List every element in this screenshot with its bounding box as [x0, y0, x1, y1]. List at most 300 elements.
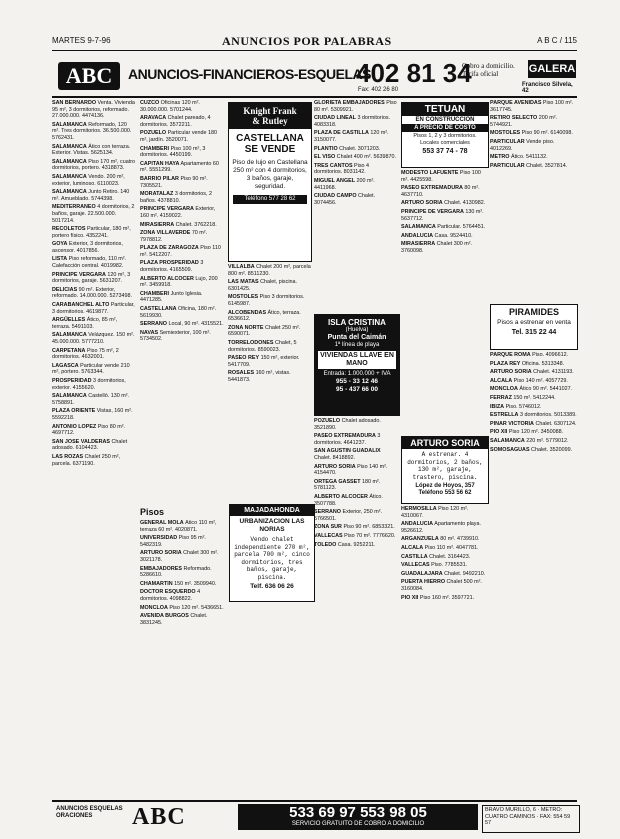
classified-ad [314, 146, 398, 153]
classified-ad-head: NAVAS [140, 329, 159, 336]
classified-ad-text: Piso 90 m². 6853321. [343, 524, 395, 531]
classified-ad-text: Chalet adosado. 6104423. [52, 438, 128, 452]
classified-ad [314, 448, 398, 461]
classified-ad-text: Castelló. 130 m². 5758891. [52, 393, 129, 406]
classified-ad-head: PASEO EXTREMADURA [314, 433, 376, 440]
classified-ad-head: CHAMARTIN [140, 580, 173, 587]
classified-ad [52, 317, 136, 330]
classified-ad-text: Piso 80 m². 4697712. [52, 423, 125, 437]
classified-ad-text: Vistas, 160 m². 5592218. [52, 408, 133, 421]
classified-ad-head: ESTRELLA [490, 412, 519, 419]
classified-ad-text: Apartamento playa. 9526612. [401, 521, 481, 534]
piramides-ad [490, 304, 578, 350]
classified-ad-head: MORATALAZ [140, 191, 174, 198]
classified-ad-head: POZUELO [140, 130, 167, 137]
majadahonda-phone: Telf. 636 06 26 [250, 583, 294, 590]
classified-ad-text: Ático. 5411132. [510, 154, 548, 161]
classified-ad [140, 589, 224, 602]
classified-ad-head: GOYA [52, 241, 68, 248]
classified-ad-head: PARQUE ROMA [490, 352, 531, 358]
classified-ad-head: CIUDAD CAMPO [314, 193, 357, 200]
classified-ad-text: Chalet. 3071203. [339, 145, 381, 152]
classified-ad-text: Casa. 9252211. [337, 541, 376, 548]
classified-ad-head: ORTEGA GASSET [314, 478, 361, 485]
column-4 [314, 100, 398, 312]
classified-ad-text: Piso. 7785531. [431, 562, 468, 569]
classified-ad [140, 230, 224, 243]
classified-ad [228, 325, 312, 338]
page-header [52, 34, 577, 48]
classified-ad-head: PARTICULAR [490, 162, 525, 169]
classified-ad [401, 554, 487, 561]
classified-ad-text: Chalet 300 m². 3021178. [140, 550, 219, 563]
column-4b [314, 418, 398, 792]
classified-ad-head: MONCLOA [140, 604, 168, 611]
classified-ad-text: Semiexterior, 100 m². 5734502. [140, 329, 211, 343]
classified-ad-text: Piso. 5746012. [505, 403, 542, 410]
knight-brand-2: & Rutley [252, 116, 288, 126]
column-3 [228, 264, 312, 499]
classified-ad-head: CIUDAD LINEAL [314, 115, 356, 122]
classified-ad-text: Piso 120 m². 3450088. [508, 429, 564, 436]
classified-ad [314, 464, 398, 477]
banner-title: ANUNCIOS-FINANCIEROS-ESQUELAS [128, 66, 371, 82]
classified-ad [140, 535, 224, 548]
classified-ad-text: Ático, terraza. 6536612. [228, 309, 301, 323]
classified-ad-head: VILLALBA [228, 264, 255, 270]
classified-ad [314, 193, 398, 206]
classified-ad-head: SALAMANCA [52, 393, 87, 400]
footer-abc-logo: ABC [132, 804, 186, 830]
classified-ad-head: TOLEDO [314, 541, 337, 548]
classified-ad [314, 524, 398, 531]
classified-ad-head: PUERTA HIERRO [401, 579, 446, 586]
classified-ad [140, 115, 224, 128]
classified-ad-head: CHAMBERI [140, 145, 170, 152]
classified-ad [490, 115, 577, 128]
classified-ad-text: Particular, 180 m², portero físico. 4352241. [52, 226, 131, 239]
classified-ad-head: ROSALES [228, 370, 255, 377]
classified-ad [314, 418, 398, 431]
classified-ad-text: Chalet adosado. 3521890. [314, 418, 381, 431]
galera-address: Francisco Silvela, 42 [522, 82, 573, 94]
classified-ad [490, 163, 577, 170]
header-rule [52, 50, 577, 51]
classified-ad [52, 287, 136, 300]
classified-ad-text: Apartamento 60 m². 5551299. [140, 160, 219, 174]
classified-ad-text: Vende piso. 4012269. [490, 138, 555, 152]
classified-ad [490, 154, 577, 161]
classified-ad-head: PROSPERIDAD [52, 377, 92, 384]
classified-ad-head: ARTURO SORIA [140, 550, 182, 557]
classified-ad-text: Chalet. 4130982. [444, 200, 486, 207]
classified-ad-head: SALAMANCA [401, 224, 436, 231]
majadahonda-body: Vendo chalet independiente 270 m², parcela 700 m², cinco dormitorios, tres baños, garaje, piscina. [234, 536, 310, 581]
classified-ad [52, 159, 136, 172]
classified-ad-head: LAS MATAS [228, 279, 259, 286]
classified-ad [140, 276, 224, 289]
classified-ad [490, 447, 577, 454]
classified-ad [228, 264, 312, 277]
classified-ad [314, 433, 398, 446]
classified-ad-text: Piso 170 m², cuatro dormitorios, portero. 4318873. [52, 158, 135, 172]
classified-ad [314, 533, 398, 540]
classified-ad-text: Piso 100 m², 3 dormitorios. 4450199. [140, 145, 206, 159]
classified-ad-text: Oficinas 120 m². 30.000.000. 5701244. [140, 100, 200, 113]
classified-ad [490, 139, 577, 152]
tetuan-body: Pisos 1, 2 y 3 dormitorios. Locales comerciales [413, 133, 477, 146]
classified-ad-text: Venta. Vivienda 95 m², 3 dormitorios, reformado. 27.000.000. 4474136. [52, 100, 135, 120]
classified-ad [140, 321, 224, 328]
classified-ad [228, 294, 312, 307]
classified-ad-text: 3 dormitorios. 4165509. [140, 260, 204, 274]
footer-label: ANUNCIOS ESQUELAS ORACIONES [56, 806, 123, 819]
classified-ad-head: PLAZA DE CASTILLA [314, 130, 369, 137]
classified-ad-text: 130 m². 5637712. [401, 208, 484, 222]
classified-ad [401, 241, 487, 254]
classified-ad-head: CHAMBERI [140, 290, 170, 297]
classified-ad [490, 100, 577, 113]
classified-ad-text: Piso reformado, 110 m². Calefacción central. 4019982. [52, 256, 127, 270]
classified-ad-head: ANDALUCIA [401, 232, 434, 239]
classified-ad-head: RECOLETOS [52, 226, 86, 233]
classified-ad-head: ARAVACA [140, 115, 167, 122]
classified-ad-text: Ático 90 m². 5441027. [519, 386, 573, 393]
isla-title: ISLA CRISTINA [328, 318, 386, 327]
classified-ad-head: PLAZA REY [490, 360, 521, 367]
classified-ad-text: Piso 110 m². 5412207. [140, 245, 221, 258]
classified-ad [52, 424, 136, 437]
classified-ad-text: Ático, 85 m², terraza. 5491103. [52, 317, 118, 330]
banner-phone-sub: Fax: 402 26 80 [358, 87, 399, 93]
classified-ad-head: ALCOBENDAS [228, 309, 267, 316]
classified-ad-head: MIRASIERRA [140, 221, 175, 228]
classified-ad-text: Lujo, 200 m². 3459918. [140, 275, 218, 289]
classified-ad [490, 421, 577, 428]
classified-ad-text: Piso 120 m². 5436651. [169, 604, 224, 611]
classified-ad [401, 506, 487, 519]
classified-ad [314, 479, 398, 492]
classified-ad-head: ALCALA [490, 377, 513, 384]
classified-ad-text: Particular, 3 dormitorios. 4619877. [52, 302, 135, 315]
classified-ad-text: Piso 120 m². 4310067. [401, 506, 469, 519]
column-2b [140, 520, 224, 790]
classified-ad [490, 352, 577, 359]
classified-ad [52, 144, 136, 157]
classified-ad [228, 355, 312, 368]
classified-ad-text: 200 m². 4411968. [314, 177, 375, 191]
classified-ad-text: Chalet. 3520099. [531, 446, 573, 453]
classified-ad-head: PRINCIPE VERGARA [140, 206, 194, 213]
isla-body: 1ª línea de playa [334, 342, 380, 348]
classified-ad-text: Piso 160 m². 3597721. [419, 594, 475, 601]
page-footer [52, 800, 577, 834]
classified-ad-head: MOSTOLES [228, 294, 259, 301]
classified-ad-text: Piso 4 dormitorios. 8031142. [314, 162, 370, 176]
classified-ad [52, 174, 136, 187]
classified-ad [140, 260, 224, 273]
classified-ad-head: RETIRO SELECTO [490, 115, 538, 122]
classified-ad-text: Piso 80 m². 5309921. [314, 100, 397, 113]
classified-ad-head: POZUELO [314, 418, 341, 424]
classified-ad-text: Vendo. 200 m², exterior, luminoso. 6110023. [52, 173, 125, 187]
classified-ad [314, 154, 398, 161]
classified-ad-text: 3 dormitorios, exterior. 4155620. [52, 377, 126, 391]
column-6b [490, 352, 577, 794]
classified-ad [490, 369, 577, 376]
classified-ad-head: ZONA NORTE [228, 324, 264, 331]
knight-contact: Teléfono 577 28 62 [233, 195, 307, 204]
classified-ad-text: Piso 100 m². 4425598. [401, 170, 481, 183]
classified-ad-head: PLAZA PROSPERIDAD [140, 260, 199, 267]
classified-ad [490, 438, 577, 445]
classified-ad-text: Chalet 250 m², parcela. 6371190. [52, 453, 121, 467]
column-2 [140, 100, 224, 490]
classified-ad-text: Ático. 3507788. [314, 493, 383, 507]
classified-ad [140, 191, 224, 204]
classified-ad [401, 571, 487, 578]
classified-ad-head: CASTELLANA [140, 306, 177, 313]
classified-ad [228, 310, 312, 323]
classified-ad-head: GENERAL MOLA [140, 520, 184, 526]
classified-ad [401, 595, 487, 602]
classified-ad-text: Piso 100 m². 3617745. [490, 100, 574, 113]
classified-ad [52, 272, 136, 285]
classified-ad [52, 100, 136, 120]
column-6 [490, 100, 577, 300]
galera-logo: GALERA [528, 60, 576, 78]
classified-ad [140, 291, 224, 304]
classified-ad-head: SERRANO [314, 509, 341, 516]
tetuan-sub-1: EN CONSTRUCCION [415, 117, 475, 123]
classified-ad-text: Local, 90 m². 4315521. [168, 321, 224, 328]
classified-ad-text: 3 dormitorios. 5013389. [519, 412, 577, 419]
classified-ad-head: ARTURO SORIA [401, 200, 443, 207]
classified-ad-head: ANDALUCIA [401, 521, 434, 528]
classified-ad-text: Particular vende 210 m², portero. 5763344. [52, 362, 130, 376]
classified-ad-head: BARRIO PILAR [140, 175, 179, 182]
classified-ad-text: Piso 90 m². 7305521. [140, 175, 208, 189]
isla-price: Entrada: 1.000.000 + IVA [323, 371, 391, 377]
classified-ad-text: Velázquez. 150 m². 45.000.000. 5777210. [52, 332, 135, 345]
piramides-sub: Pisos a estrenar en venta [497, 319, 571, 326]
classified-ad-head: MIGUEL ANGEL [314, 177, 356, 184]
abc-logo: ABC [58, 62, 120, 90]
piramides-title: PIRAMIDES [508, 307, 559, 317]
classified-ad-text: Particular. 5764451. [437, 224, 486, 231]
classified-ad-head: CAPITAN HAYA [140, 160, 180, 167]
classified-ad-head: PRINCIPE DE VERGARA [401, 208, 464, 215]
classified-ad-head: MONCLOA [490, 386, 518, 393]
classified-ad-head: GLORIETA EMBAJADORES [314, 100, 385, 106]
classified-ad [490, 429, 577, 436]
classified-ad [490, 412, 577, 419]
classified-ad-head: CASTILLA [401, 553, 428, 560]
classified-ad-text: Piso 140 m². 4154470. [314, 463, 388, 477]
classified-ad [314, 494, 398, 507]
classified-ad [401, 224, 487, 231]
classified-ad-head: GUADALAJARA [401, 570, 443, 577]
classified-ad [140, 566, 224, 579]
classified-ad [228, 340, 312, 353]
classified-ad-text: Piso 90 m². 6140098. [521, 130, 573, 137]
classified-ad-text: Junto Iglesia. 4471285. [140, 290, 203, 304]
classified-ad-head: DOCTOR ESQUERDO [140, 589, 196, 596]
classified-ad-head: PLANTIO [314, 145, 338, 152]
classified-ad-head: SALAMANCA [490, 437, 525, 444]
classified-ad-text: Particular vende 180 m², jardín. 3520071. [140, 130, 218, 143]
classified-ad-text: Piso 95 m². 5482319. [140, 535, 206, 548]
header-page-ref: A B C / 115 [537, 36, 577, 45]
classified-ad-head: ALBERTO ALCOCER [140, 275, 194, 282]
isla-place: Punta del Caimán [327, 334, 387, 341]
classified-ad-head: PINAR VICTORIA [490, 420, 534, 427]
classified-ad-head: SAN AGUSTIN GUADALIX [314, 448, 381, 455]
classified-ad-head: VALLECAS [314, 532, 343, 539]
classified-ad [401, 536, 487, 543]
classified-ad-head: PIO XII [401, 594, 419, 601]
classified-ad-text: 180 m². 5781123. [314, 478, 381, 492]
classified-ad-head: CARABANCHEL ALTO [52, 302, 110, 309]
classified-ad-text: 4 dormitorios, 2 baños, garaje. 22.500.000. 5017214. [52, 204, 135, 224]
classified-ad [314, 509, 398, 522]
classified-ad-text: 70 m². 7978812. [140, 230, 208, 243]
classified-ad-head: ZONA VILLAVERDE [140, 230, 191, 237]
classified-ad-head: ARGÜELLES [52, 317, 86, 324]
classified-ad-head: UNIVERSIDAD [140, 535, 178, 542]
tetuan-phone: 553 37 74 - 78 [422, 148, 468, 155]
classified-ad [52, 378, 136, 391]
classified-ad-head: ALBERTO ALCOCER [314, 493, 368, 500]
classified-ad-head: TORRELODONES [228, 339, 274, 346]
classified-ad-text: Piso 70 m². 7776620. [344, 532, 396, 539]
classified-ad-text: Chalet. 8418892. [314, 454, 356, 461]
pisos-heading: Pisos [140, 507, 165, 517]
classified-ad-text: 90 m². Exterior, reformado. 14.000.000. 5273498. [52, 286, 133, 300]
classified-ad [52, 226, 136, 239]
classified-ad-text: 150 m². 3509940. [174, 580, 217, 587]
classified-ad-text: Casa. 9524410. [434, 232, 473, 239]
classified-ad-head: DELICIAS [52, 286, 78, 293]
classified-ad-head: EL VISO [314, 154, 336, 161]
classified-ad-head: ALCALA [401, 544, 424, 551]
classified-ad-text: Ático 110 m², terraza 60 m². 4020871. [140, 520, 217, 533]
classified-ad [140, 550, 224, 563]
classified-ad [490, 378, 577, 385]
classified-ad [314, 163, 398, 176]
classified-ad-text: Exterior, 250 m². 5766501. [314, 509, 383, 522]
footer-address: BRAVO MURILLO, 6 · METRO: CUATRO CAMINOS · FAX: 554 59 57 [482, 805, 580, 833]
classified-ad-text: Chalet. 3762218. [175, 221, 217, 228]
classified-ad-text: Exterior, 3 dormitorios, ascensor. 4017856. [52, 241, 123, 254]
classified-ad-text: 220 m². 5779012. [526, 437, 569, 444]
classified-ad-head: CARPETANA [52, 347, 86, 354]
arturo-body: A estrenar. 4 dormitorios, 2 baños, 130 m², garaje, trastero, piscina. [407, 451, 483, 481]
column-5b [401, 506, 487, 794]
section-banner [52, 58, 577, 98]
classified-ad-head: LISTA [52, 256, 68, 263]
classified-ad-text: 80 m². 4739910. [440, 536, 480, 543]
classified-ad [140, 222, 224, 229]
classified-ad-head: SALAMANCA [52, 189, 87, 196]
classified-ad [52, 454, 136, 467]
classified-ad-text: Oficina, 180 m². 5619930. [140, 306, 217, 319]
classified-ad-head: PLAZA ORIENTE [52, 408, 96, 415]
classified-ad [401, 521, 487, 534]
classified-ad-text: Chalet. 9492210. [444, 570, 486, 577]
classified-ad [490, 386, 577, 393]
classified-ad-head: SALAMANCA [52, 332, 87, 339]
classified-ad-head: TRES CANTOS [314, 162, 353, 169]
classified-ad-head: SALAMANCA [52, 121, 87, 128]
classified-ad-text: Chalet, piscina. 6301425. [228, 279, 298, 292]
classified-ad-head: PARTICULAR [490, 138, 525, 145]
classified-ad-head: SAN JOSE VALDERAS [52, 438, 111, 445]
classified-ad [490, 361, 577, 368]
classified-ad-text: 200 m². 5744921. [490, 115, 558, 128]
classified-ad [401, 170, 487, 183]
classified-ad-head: MEDITERRANEO [52, 204, 96, 211]
classified-ad [140, 206, 224, 219]
classified-ad [401, 233, 487, 240]
classified-ad [314, 130, 398, 143]
column-1 [52, 100, 136, 790]
classified-ad-head: PASEO REY [228, 355, 260, 362]
classified-ad [140, 146, 224, 159]
classified-ad [314, 115, 398, 128]
classified-ad [140, 245, 224, 258]
classified-ad [52, 204, 136, 224]
header-title: ANUNCIOS POR PALABRAS [222, 34, 392, 48]
classified-ad-text: 80 m². 4637710. [401, 185, 480, 198]
knight-headline: CASTELLANA SE VENDE [236, 133, 304, 155]
column-5 [401, 170, 487, 432]
classified-ad-head: AVENIDA BURGOS [140, 613, 189, 620]
classified-ad-head: MOSTOLES [490, 130, 521, 137]
classified-ad-text: 150 m², exterior. 5417709. [228, 355, 300, 368]
classified-ad-head: SALAMANCA [52, 173, 87, 180]
classified-ad [52, 241, 136, 254]
classified-ad-head: FERRAZ [490, 394, 512, 401]
classified-ad-text: Piso 140 m². 4057729. [513, 377, 568, 384]
classified-ad [140, 130, 224, 143]
classified-ad [228, 370, 312, 383]
footer-phones: 533 69 97 553 98 05 [289, 804, 427, 821]
classified-ad-text: Chalet 250 m². 6590071. [228, 324, 301, 338]
classified-ad-text: 3 dormitorios. 4641237. [314, 433, 381, 446]
arturo-phone: Teléfono 553 56 62 [418, 490, 472, 496]
classified-ad-text: Exterior, 160 m². 4159022. [140, 206, 216, 219]
classified-ad [52, 393, 136, 406]
classified-ad-head: METRO [490, 154, 510, 161]
classified-ad-text: Chalet. 3831245. [140, 613, 208, 626]
classified-ad [314, 100, 398, 113]
classified-ad [52, 363, 136, 376]
classified-ad-head: ANTONIO LOPEZ [52, 423, 97, 430]
classified-ad-head: ZONA SUR [314, 524, 342, 531]
classified-ad [401, 185, 487, 198]
classified-ad [140, 100, 224, 113]
classified-ad-text: Chalet. 4131193. [533, 369, 574, 376]
footer-phones-box [238, 804, 478, 830]
classified-ad-head: PIO XII [490, 429, 508, 436]
classified-ad-text: Piso 3 dormitorios. 6145987. [228, 294, 305, 307]
classified-ad-head: LAGASCA [52, 362, 79, 369]
banner-side-text: Cobro a domicilio. Tarifa oficial [462, 62, 515, 78]
classified-ad-text: 160 m², vistas. 5441873. [228, 370, 291, 383]
classified-ad-text: 3 dormitorios, 2 baños. 4378810. [140, 191, 212, 204]
classified-ad-head: PARQUE AVENIDAS [490, 100, 542, 106]
